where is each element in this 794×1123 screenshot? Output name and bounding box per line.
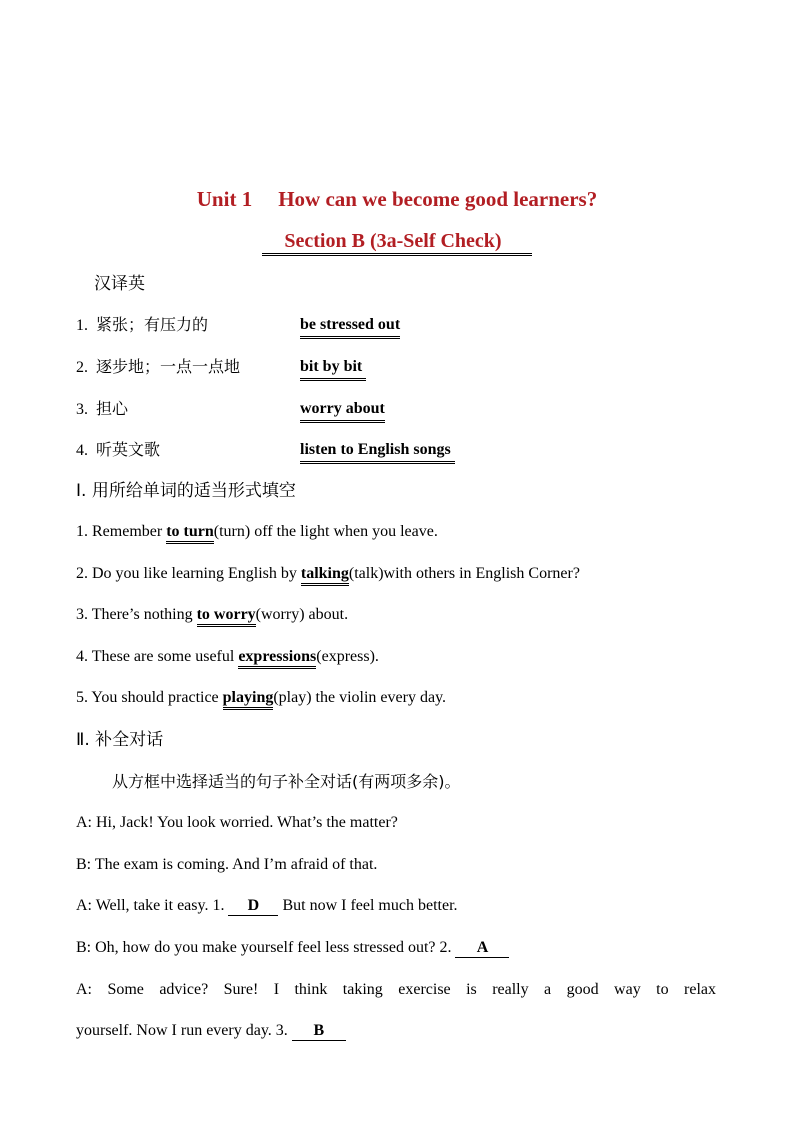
dialogue-line-2: B: The exam is coming. And I’m afraid of that. — [76, 856, 378, 873]
vocab-item-4-answer: listen to English songs — [300, 440, 455, 464]
vocab-item-3-cn: 3. 担心 — [76, 399, 129, 418]
part1-item-3: 3. There’s nothing to worry(worry) about. — [76, 605, 348, 625]
dialogue-line-5: A: Some advice? Sure! I think taking exercise is really a good way to relax — [76, 981, 716, 998]
part2-heading: Ⅱ. 补全对话 — [76, 730, 164, 750]
vocab-item-1-cn: 1. 紧张；有压力的 — [76, 315, 209, 334]
vocab-heading: 汉译英 — [94, 274, 145, 294]
part1-item-1: 1. Remember to turn(turn) off the light when you leave. — [76, 522, 438, 542]
part1-item-5: 5. You should practice playing(play) the violin every day. — [76, 688, 446, 708]
part2-instruction: 从方框中选择适当的句子补全对话(有两项多余)。 — [112, 772, 461, 791]
unit-label: Unit 1 — [196, 187, 253, 211]
part1-item-2: 2. Do you like learning English by talking(talk)with others in English Corner? — [76, 564, 580, 584]
dialogue-line-3: A: Well, take it easy. 1. D But now I feel much better. — [76, 897, 458, 914]
part1-answer-5: playing — [223, 689, 274, 710]
dialogue-line-1: A: Hi, Jack! You look worried. What’s the matter? — [76, 814, 398, 831]
dialogue-blank-3[interactable]: B — [292, 1022, 346, 1041]
part1-heading: Ⅰ. 用所给单词的适当形式填空 — [76, 481, 296, 501]
dialogue-line-6: yourself. Now I run every day. 3. B — [76, 1021, 346, 1041]
part1-answer-1: to turn — [166, 523, 214, 544]
vocab-item-4-cn: 4. 听英文歌 — [76, 440, 161, 459]
section-title-text: Section B (3a-Self Check) — [284, 230, 502, 252]
vocab-item-3-answer: worry about — [300, 399, 385, 423]
vocab-item-2-cn: 2. 逐步地；一点一点地 — [76, 357, 241, 376]
part1-answer-4: expressions — [238, 648, 316, 669]
part1-answer-3: to worry — [197, 606, 256, 627]
dialogue-blank-1[interactable]: D — [228, 897, 278, 916]
section-title — [0, 228, 794, 254]
page-title — [0, 186, 794, 212]
dialogue-blank-2[interactable]: A — [455, 939, 509, 958]
unit-title: How can we become good learners? — [278, 187, 598, 211]
part1-answer-2: talking — [301, 565, 349, 586]
part1-item-4: 4. These are some useful expressions(express). — [76, 647, 379, 667]
dialogue-line-4: B: Oh, how do you make yourself feel less stressed out? 2. A — [76, 938, 509, 958]
vocab-item-1-answer: be stressed out — [300, 315, 400, 339]
vocab-item-2-answer: bit by bit — [300, 357, 366, 381]
section-title-underline — [262, 230, 531, 256]
